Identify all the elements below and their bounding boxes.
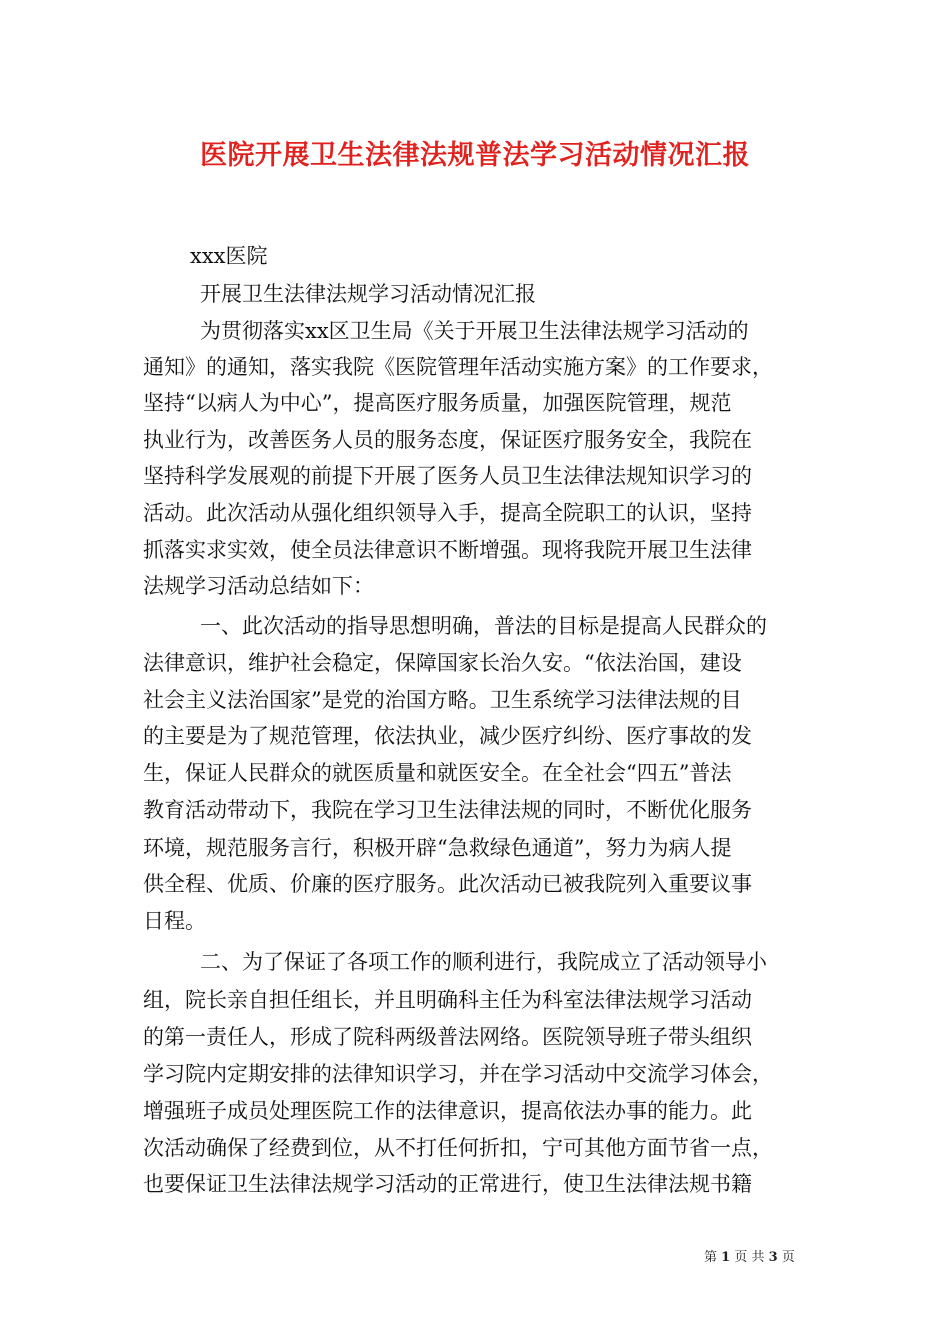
footer-suffix: 页 bbox=[781, 1250, 795, 1265]
body-line: 为贯彻落实xx区卫生局《关于开展卫生法律法规学习活动的 bbox=[200, 319, 749, 343]
body-line: 通知》的通知，落实我院《医院管理年活动实施方案》的工作要求， bbox=[143, 355, 773, 379]
footer-total-pages: 3 bbox=[768, 1250, 778, 1265]
body-line: 生，保证人民群众的就医质量和就医安全。在全社会“四五”普法 bbox=[143, 761, 732, 785]
body-line: 抓落实求实效，使全员法律意识不断增强。现将我院开展卫生法律 bbox=[143, 538, 752, 562]
body-line: 日程。 bbox=[143, 909, 206, 933]
body-line: 活动。此次活动从强化组织领导入手，提高全院职工的认识，坚持 bbox=[143, 501, 752, 525]
body-line: 环境，规范服务言行，积极开辟“急救绿色通道”，努力为病人提 bbox=[143, 836, 732, 860]
body-line: 增强班子成员处理医院工作的法律意识，提高依法办事的能力。此 bbox=[143, 1099, 752, 1123]
body-line: 组，院长亲自担任组长，并且明确科主任为科室法律法规学习活动 bbox=[143, 988, 752, 1012]
body-line: 也要保证卫生法律法规学习活动的正常进行，使卫生法律法规书籍 bbox=[143, 1172, 752, 1196]
body-line: 的主要是为了规范管理，依法执业，减少医疗纠纷、医疗事故的发 bbox=[143, 724, 752, 748]
report-subtitle: 开展卫生法律法规学习活动情况汇报 bbox=[200, 282, 536, 306]
body-line: 二、为了保证了各项工作的顺利进行，我院成立了活动领导小 bbox=[200, 950, 767, 974]
body-line: 执业行为，改善医务人员的服务态度，保证医疗服务安全，我院在 bbox=[143, 428, 752, 452]
body-line: 的第一责任人，形成了院科两级普法网络。医院领导班子带头组织 bbox=[143, 1025, 752, 1049]
body-line: 法律意识，维护社会稳定，保障国家长治久安。“依法治国，建设 bbox=[143, 651, 742, 675]
footer-middle: 页 共 bbox=[734, 1250, 765, 1265]
footer-page-number: 1 bbox=[721, 1250, 731, 1265]
body-line: 次活动确保了经费到位，从不打任何折扣，宁可其他方面节省一点， bbox=[143, 1136, 773, 1160]
body-line: 坚持科学发展观的前提下开展了医务人员卫生法律法规知识学习的 bbox=[143, 464, 752, 488]
page-footer bbox=[704, 1246, 795, 1265]
body-line: 一、此次活动的指导思想明确，普法的目标是提高人民群众的 bbox=[200, 614, 767, 638]
body-line: 法规学习活动总结如下： bbox=[143, 574, 374, 598]
body-line: 社会主义法治国家”是党的治国方略。卫生系统学习法律法规的目 bbox=[143, 688, 742, 712]
body-line: 学习院内定期安排的法律知识学习，并在学习活动中交流学习体会， bbox=[143, 1062, 773, 1086]
body-line: 坚持“以病人为中心”，提高医疗服务质量，加强医院管理，规范 bbox=[143, 391, 732, 415]
body-line: 供全程、优质、价廉的医疗服务。此次活动已被我院列入重要议事 bbox=[143, 872, 752, 896]
footer-prefix: 第 bbox=[704, 1250, 718, 1265]
document-title: 医院开展卫生法律法规普法学习活动情况汇报 bbox=[200, 140, 750, 171]
body-line: 教育活动带动下，我院在学习卫生法律法规的同时，不断优化服务 bbox=[143, 798, 752, 822]
org-name: xxx医院 bbox=[190, 244, 268, 268]
